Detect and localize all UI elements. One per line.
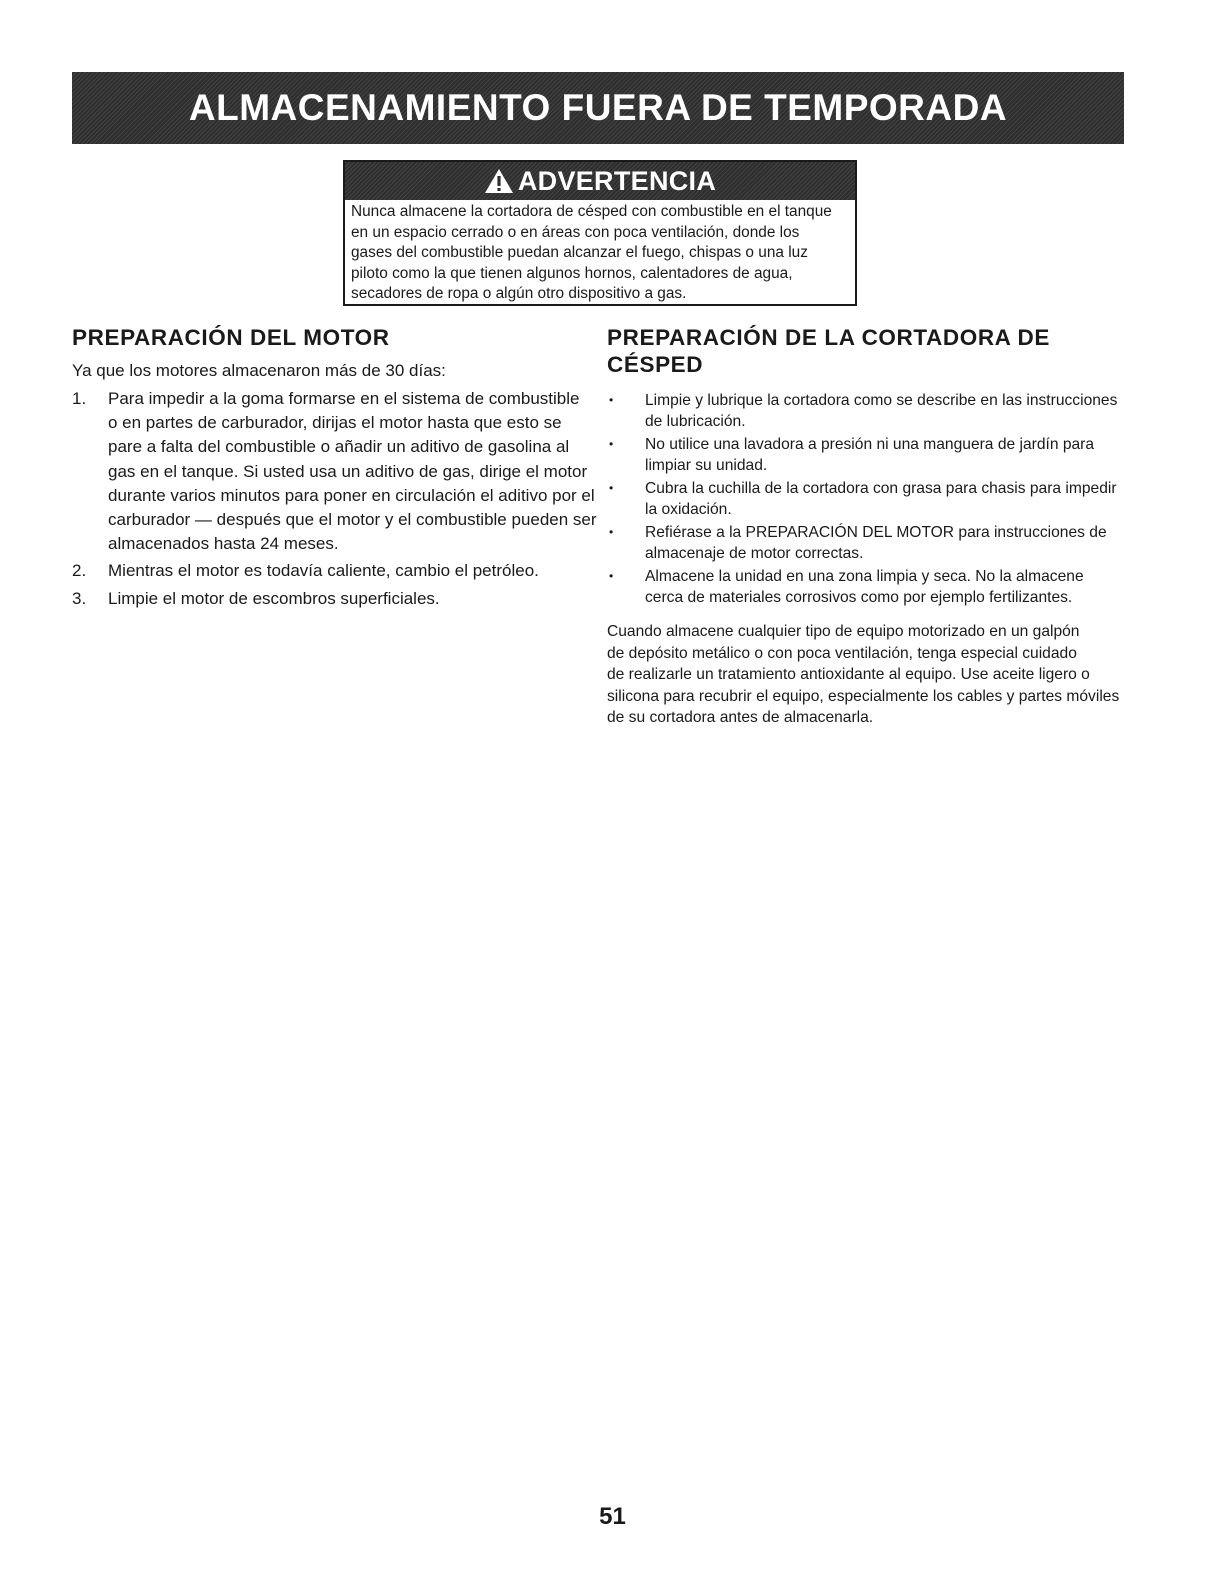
bullet-icon: • xyxy=(609,481,614,495)
step-line: pare a falta del combustible o añadir un aditivo de gasolina al xyxy=(108,437,570,457)
mower-section-heading xyxy=(607,324,1050,378)
closing-line: de realizarle un tratamiento antioxidante al equipo. Use aceite ligero o xyxy=(607,666,1090,683)
list-item xyxy=(607,390,1127,432)
closing-line: Cuando almacene cualquier tipo de equipo motorizado en un galpón xyxy=(607,623,1080,640)
list-item xyxy=(607,522,1127,564)
list-item xyxy=(607,566,1127,608)
page-number: 51 xyxy=(599,1503,626,1530)
warning-line: secadores de ropa o algún otro dispositivo a gas. xyxy=(351,285,687,303)
closing-line: de su cortadora antes de almacenarla. xyxy=(607,709,874,726)
bullet-line: limpiar su unidad. xyxy=(645,457,768,474)
bullet-icon: • xyxy=(609,569,614,583)
warning-text xyxy=(345,200,855,305)
engine-intro: Ya que los motores almacenaron más de 30 días: xyxy=(72,361,446,380)
section-banner xyxy=(72,72,1124,144)
step-line: Limpie el motor de escombros superficiales. xyxy=(108,588,440,608)
bullet-line: Limpie y lubrique la cortadora como se describe en las instrucciones xyxy=(645,392,1118,409)
list-item xyxy=(72,387,597,556)
banner-title: ALMACENAMIENTO FUERA DE TEMPORADA xyxy=(188,87,1008,128)
warning-line: gases del combustible puedan alcanzar el fuego, chispas o una luz xyxy=(351,244,808,262)
warning-header xyxy=(345,162,855,200)
step-line: o en partes de carburador, dirijas el motor hasta que esto se xyxy=(108,413,562,433)
bullet-icon: • xyxy=(609,393,614,407)
bullet-line: Refiérase a la PREPARACIÓN DEL MOTOR para instrucciones de xyxy=(645,524,1107,541)
bullet-line: Almacene la unidad en una zona limpia y seca. No la almacene xyxy=(645,568,1084,585)
step-line: Para impedir a la goma formarse en el sistema de combustible xyxy=(108,389,580,408)
warning-line: Nunca almacene la cortadora de césped con combustible en el tanque xyxy=(351,203,832,220)
bullet-icon: • xyxy=(609,437,614,451)
warning-box xyxy=(343,160,857,306)
warning-line: en un espacio cerrado o en áreas con poca ventilación, donde los xyxy=(351,223,800,241)
bullet-line: cerca de materiales corrosivos como por ejemplo fertilizantes. xyxy=(645,589,1073,606)
warning-line: piloto como la que tienen algunos hornos, calentadores de agua, xyxy=(351,264,793,282)
step-line: carburador — después que el motor y el combustible pueden ser xyxy=(108,510,597,530)
bullet-line: la oxidación. xyxy=(645,501,732,518)
step-number: 1. xyxy=(72,389,87,408)
list-item xyxy=(607,478,1127,520)
step-line: almacenados hasta 24 meses. xyxy=(108,534,339,554)
step-number: 3. xyxy=(72,588,87,608)
bullet-icon: • xyxy=(609,525,614,539)
list-item xyxy=(72,559,582,583)
bullet-line: Cubra la cuchilla de la cortadora con grasa para chasis para impedir xyxy=(645,480,1117,497)
mower-closing-paragraph xyxy=(607,621,1127,729)
bullet-line: almacenaje de motor correctas. xyxy=(645,545,864,562)
warning-title: ADVERTENCIA xyxy=(517,165,717,196)
list-item xyxy=(72,587,582,611)
step-line: gas en el tanque. Si usted usa un aditivo de gas, dirige el motor xyxy=(108,461,588,481)
closing-line: silicona para recubrir el equipo, especialmente los cables y partes móviles xyxy=(607,687,1120,705)
engine-section-heading: PREPARACIÓN DEL MOTOR xyxy=(72,325,390,350)
bullet-line: No utilice una lavadora a presión ni una manguera de jardín para xyxy=(645,436,1095,453)
mower-heading-line: PREPARACIÓN DE LA CORTADORA DE xyxy=(607,325,1051,350)
bullet-line: de lubricación. xyxy=(645,413,746,430)
mower-heading-line: CÉSPED xyxy=(607,352,704,377)
list-item xyxy=(607,434,1127,476)
step-line: Mientras el motor es todavía caliente, cambio el petróleo. xyxy=(108,561,539,581)
step-number: 2. xyxy=(72,561,87,581)
warning-triangle-icon xyxy=(484,168,514,194)
engine-steps-list xyxy=(72,387,597,614)
step-line: durante varios minutos para poner en circulación el aditivo por el xyxy=(108,485,595,505)
mower-bullet-list xyxy=(607,390,1127,610)
closing-line: de depósito metálico o con poca ventilación, tenga especial cuidado xyxy=(607,644,1077,662)
